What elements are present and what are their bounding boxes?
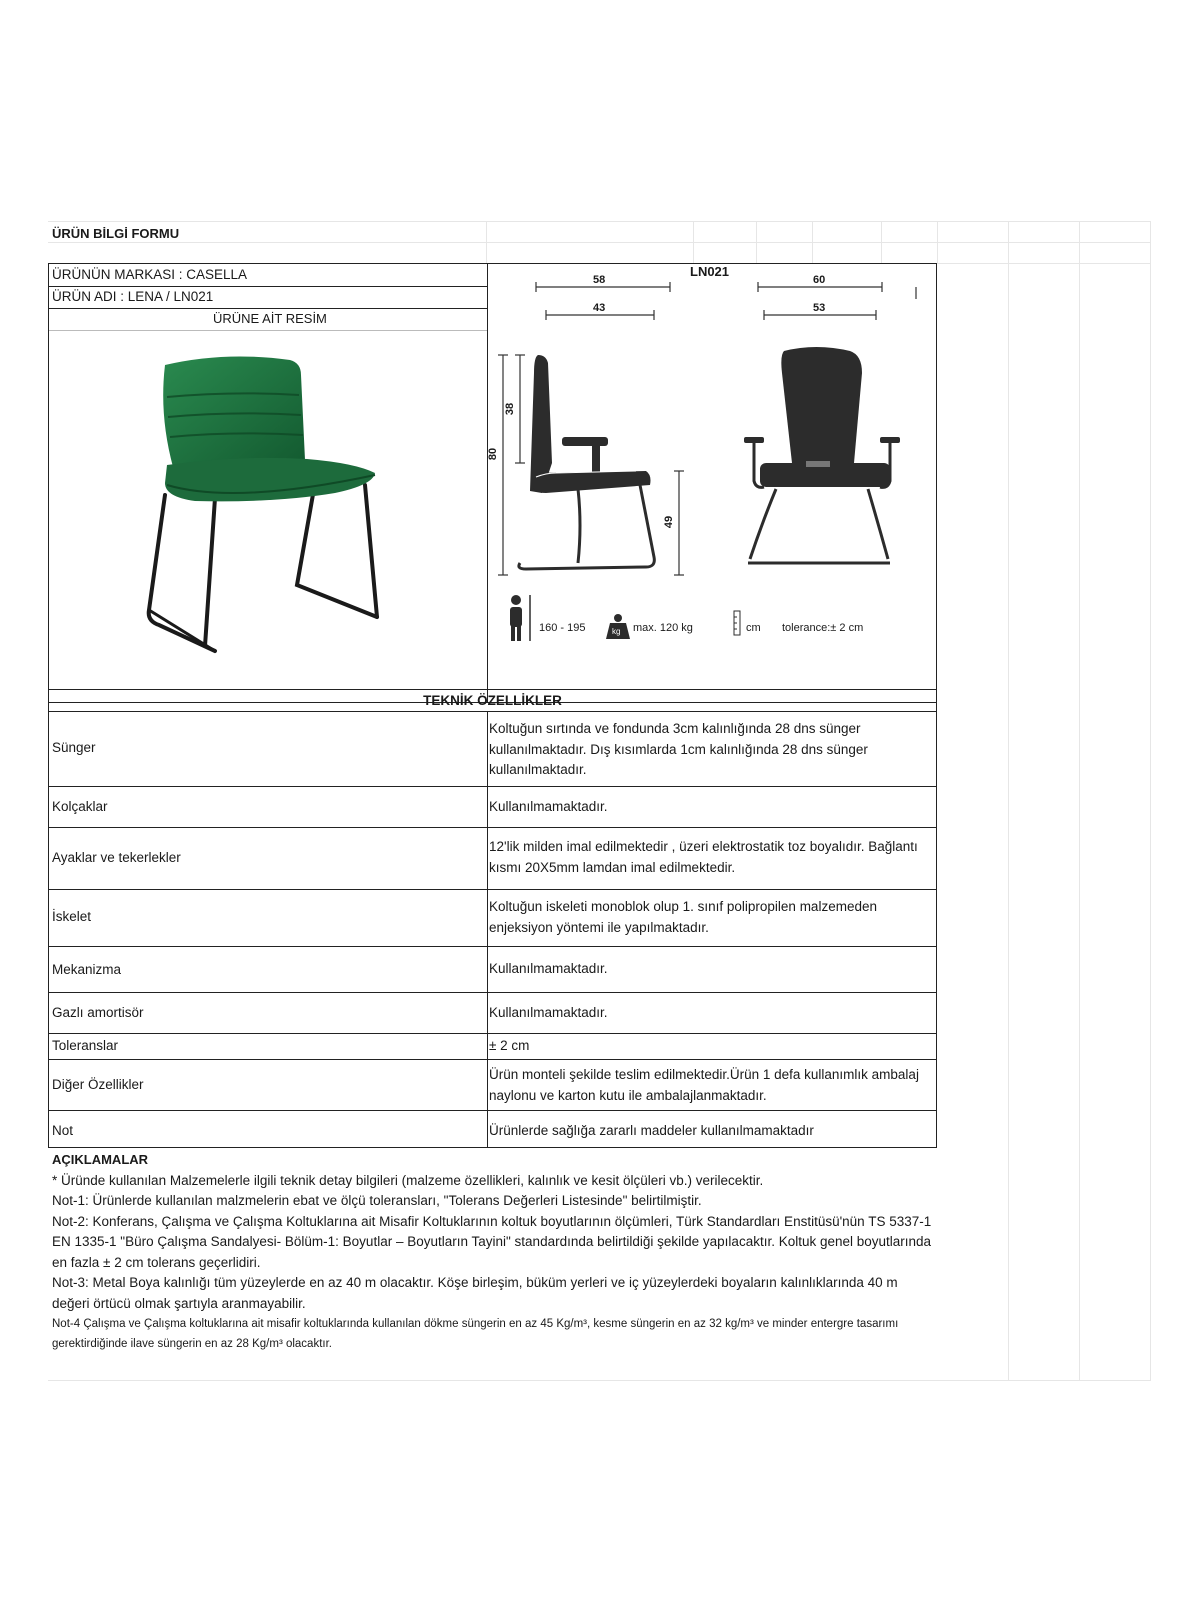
- dim-front-seat: 53: [813, 302, 826, 314]
- table-row: [49, 946, 936, 992]
- dim-total-height: 80: [487, 447, 500, 461]
- notes-section: [52, 1150, 932, 1354]
- specs-table: [48, 689, 937, 1148]
- technical-drawing: [486, 263, 936, 683]
- max-weight-text: max. 120 kg: [633, 622, 693, 634]
- spec-label: Diğer Özellikler: [52, 1077, 144, 1092]
- spec-value: Kullanılmamaktadır.: [489, 1005, 608, 1020]
- spec-value: Kullanılmamaktadır.: [489, 961, 608, 976]
- dim-side-seat: 43: [593, 302, 606, 314]
- table-row: [49, 1033, 936, 1059]
- kg-label: kg: [612, 627, 621, 636]
- user-height-text: 160 - 195: [539, 622, 586, 634]
- spec-label: Toleranslar: [52, 1038, 119, 1053]
- drawing-model: LN021: [690, 264, 730, 279]
- table-row: [49, 889, 936, 946]
- spec-value: Koltuğun sırtında ve fondunda 3cm kalınlığında 28 dns sünger kullanılmaktadır. Dış kısımlarda 1cm kalınlığında 28 dns sünger kullanılmaktadır.: [489, 721, 868, 777]
- spec-value: 12'lik milden imal edilmektedir , üzeri elektrostatik toz boyalıdır. Bağlantı kısmı 20X5mm lamdan imal edilmektedir.: [489, 839, 918, 875]
- specs-title: TEKNİK ÖZELLİKLER: [423, 693, 562, 708]
- spec-label: İskelet: [52, 909, 92, 924]
- spec-label: Kolçaklar: [52, 799, 108, 814]
- note-item: Not-4 Çalışma ve Çalışma koltuklarına ait misafir koltuklarında kullanılan dökme süngerin en az 45 Kg/m³, kesme süngerin en az 32 kg/m³ ve minder entergre tasarımı gerektirdiğinde ilave süngerin en az 28 Kg/m³ olacaktır.: [52, 1318, 899, 1350]
- note-item: Not-3: Metal Boya kalınlığı tüm yüzeylerde en az 40 m olacaktır. Köşe birleşim, büküm yerleri ve iç yüzeylerdeki boyaların kalınlıklarında 40 m değeri örtücü olmak şartıyla aranmayabilir.: [52, 1275, 898, 1311]
- dim-back-height: 38: [504, 402, 517, 416]
- dim-side-top: 58: [593, 274, 606, 286]
- notes-title: AÇIKLAMALAR: [52, 1152, 149, 1167]
- spec-label: Mekanizma: [52, 962, 122, 977]
- note-item: Not-1: Ürünlerde kullanılan malzmelerin ebat ve ölçü toleransları, "Tolerans Değerleri Listesinde" belirtilmiştir.: [52, 1193, 702, 1208]
- spec-label: Ayaklar ve tekerlekler: [52, 850, 181, 865]
- person-height-icon: [510, 595, 522, 641]
- table-row: [49, 711, 936, 786]
- table-row: [49, 992, 936, 1033]
- spec-label: Gazlı amortisör: [52, 1005, 144, 1020]
- table-row: [49, 1059, 936, 1110]
- unit-text: cm: [746, 622, 761, 634]
- note-item: * Üründe kullanılan Malzemelerle ilgili teknik detay bilgileri (malzeme özellikleri, kalınlık ve kesit ölçüleri vb.) verilecektir.: [52, 1172, 764, 1188]
- spec-value: Ürün monteli şekilde teslim edilmektedir.Ürün 1 defa kullanımlık ambalaj naylonu ve karton kutu ile ambalajlanmaktadır.: [489, 1067, 919, 1103]
- spec-label: Not: [52, 1123, 74, 1138]
- table-row: [49, 827, 936, 889]
- spec-value: Kullanılmamaktadır.: [489, 799, 608, 814]
- chair-photo: [135, 355, 395, 675]
- dim-front-top: 60: [813, 274, 826, 286]
- tolerance-text: tolerance:± 2 cm: [782, 622, 864, 634]
- product-name-text: ÜRÜN ADI : LENA / LN021: [52, 289, 214, 304]
- spec-label: Sünger: [52, 740, 96, 755]
- brand-text: ÜRÜNÜN MARKASI : CASELLA: [52, 267, 248, 282]
- table-row: [49, 786, 936, 827]
- dim-seat-height: 49: [663, 515, 676, 529]
- spec-value: ± 2 cm: [489, 1038, 530, 1053]
- spec-value: Ürünlerde sağlığa zararlı maddeler kullanılmamaktadır: [489, 1123, 814, 1138]
- note-item: Not-2: Konferans, Çalışma ve Çalışma Koltuklarına ait Misafir Koltuklarının koltuk boyutlarının ölçümleri, Türk Standardları Enstitüsü'nün TS 5337-1 EN 1335-1 "Büro Çalışma Sandalyesi- Bölüm-1: Boyutlar – Boyutların Tayini" standardında belirtildiği şekilde yapılacaktır. Koltuk genel boyutlarında en fazla ± 2 cm tolerans geçerlidiri.: [52, 1213, 932, 1270]
- spec-value: Koltuğun iskeleti monoblok olup 1. sınıf polipropilen malzemeden enjeksiyon yöntemi ile yapılmaktadır.: [489, 899, 877, 935]
- form-title: ÜRÜN BİLGİ FORMU: [52, 226, 180, 241]
- ruler-icon: [734, 611, 740, 635]
- image-caption: ÜRÜNE AİT RESİM: [213, 311, 327, 326]
- table-row: [49, 1110, 936, 1148]
